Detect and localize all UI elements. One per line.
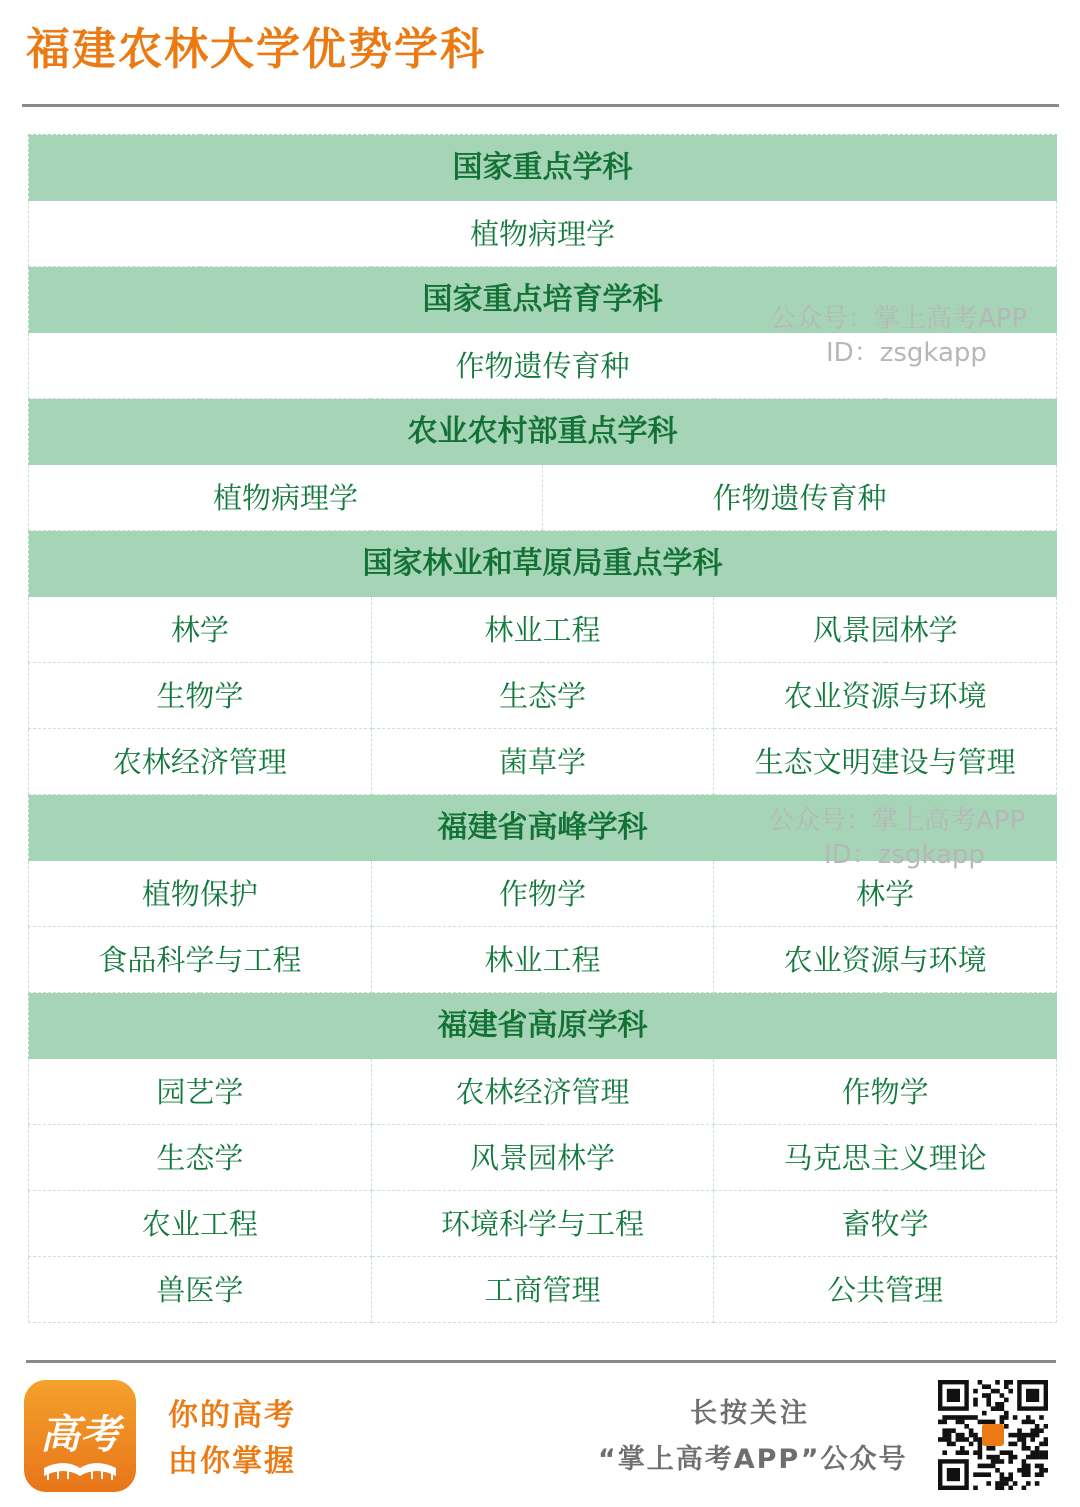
table-row bbox=[29, 1125, 1057, 1191]
table-row bbox=[29, 729, 1057, 795]
slogan-line2: 由你掌握 bbox=[168, 1444, 296, 1479]
section-header: 福建省高峰学科 bbox=[29, 795, 1057, 861]
section-header-row bbox=[29, 795, 1057, 861]
subject-cell: 植物保护 bbox=[29, 861, 372, 927]
subject-cell: 环境科学与工程 bbox=[371, 1191, 714, 1257]
section-header-row bbox=[29, 993, 1057, 1059]
watermark-line2: ID：zsgkapp bbox=[824, 840, 985, 870]
subject-cell: 工商管理 bbox=[371, 1257, 714, 1323]
section-header-row bbox=[29, 531, 1057, 597]
subject-cell: 作物学 bbox=[714, 1059, 1057, 1125]
subject-cell: 作物学 bbox=[371, 861, 714, 927]
subject-cell: 生物学 bbox=[29, 663, 372, 729]
subject-cell: 畜牧学 bbox=[714, 1191, 1057, 1257]
subject-cell: 林学 bbox=[29, 597, 372, 663]
section-header-row bbox=[29, 135, 1057, 201]
section-header: 国家林业和草原局重点学科 bbox=[29, 531, 1057, 597]
slogan-line1: 你的高考 bbox=[168, 1398, 296, 1433]
table-row bbox=[29, 333, 1057, 399]
logo-text: 高考 bbox=[40, 1411, 120, 1458]
subject-cell: 林业工程 bbox=[371, 597, 714, 663]
subject-cell: 兽医学 bbox=[29, 1257, 372, 1323]
table-row bbox=[29, 597, 1057, 663]
watermark-line1: 公众号：掌上高考APP bbox=[770, 304, 1028, 334]
subject-cell: 农业资源与环境 bbox=[714, 927, 1057, 993]
table-row bbox=[29, 1059, 1057, 1125]
table-row bbox=[29, 663, 1057, 729]
subject-cell: 植物病理学 bbox=[29, 201, 1057, 267]
subject-cell: 生态学 bbox=[371, 663, 714, 729]
subject-cell: 园艺学 bbox=[29, 1059, 372, 1125]
follow-prompt: 长按关注 bbox=[690, 1398, 810, 1429]
section-header-row bbox=[29, 399, 1057, 465]
section-header: 福建省高原学科 bbox=[29, 993, 1057, 1059]
subject-cell: 风景园林学 bbox=[371, 1125, 714, 1191]
page-title: 福建农林大学优势学科 bbox=[26, 24, 486, 75]
table-row bbox=[29, 927, 1057, 993]
subject-cell: 作物遗传育种 bbox=[542, 465, 1056, 531]
app-logo bbox=[24, 1380, 136, 1492]
subject-cell: 农林经济管理 bbox=[371, 1059, 714, 1125]
table-row bbox=[29, 201, 1057, 267]
subject-cell: 农业资源与环境 bbox=[714, 663, 1057, 729]
subject-cell: 食品科学与工程 bbox=[29, 927, 372, 993]
subject-cell: 农业工程 bbox=[29, 1191, 372, 1257]
subject-cell: 风景园林学 bbox=[714, 597, 1057, 663]
subject-cell: 林学 bbox=[714, 861, 1057, 927]
table-row bbox=[29, 1191, 1057, 1257]
watermark-line2: ID：zsgkapp bbox=[826, 338, 987, 368]
subject-cell: 菌草学 bbox=[371, 729, 714, 795]
subject-cell: 作物遗传育种 bbox=[29, 333, 1057, 399]
subject-cell: 马克思主义理论 bbox=[714, 1125, 1057, 1191]
subject-cell: 生态文明建设与管理 bbox=[714, 729, 1057, 795]
section-header-row bbox=[29, 267, 1057, 333]
section-header: 农业农村部重点学科 bbox=[29, 399, 1057, 465]
account-name: “掌上高考APP”公众号 bbox=[598, 1444, 908, 1475]
subject-cell: 植物病理学 bbox=[29, 465, 543, 531]
footer-divider bbox=[26, 1360, 1056, 1363]
qr-code-icon[interactable] bbox=[938, 1380, 1048, 1490]
subject-cell: 农林经济管理 bbox=[29, 729, 372, 795]
table-row bbox=[29, 465, 1057, 531]
title-divider bbox=[22, 104, 1059, 107]
subject-cell: 林业工程 bbox=[371, 927, 714, 993]
subject-cell: 公共管理 bbox=[714, 1257, 1057, 1323]
subjects-table bbox=[28, 134, 1057, 1323]
table-row bbox=[29, 1257, 1057, 1323]
watermark-line1: 公众号：掌上高考APP bbox=[768, 806, 1026, 836]
section-header: 国家重点学科 bbox=[29, 135, 1057, 201]
subject-cell: 生态学 bbox=[29, 1125, 372, 1191]
section-header: 国家重点培育学科 bbox=[29, 267, 1057, 333]
table-row bbox=[29, 861, 1057, 927]
